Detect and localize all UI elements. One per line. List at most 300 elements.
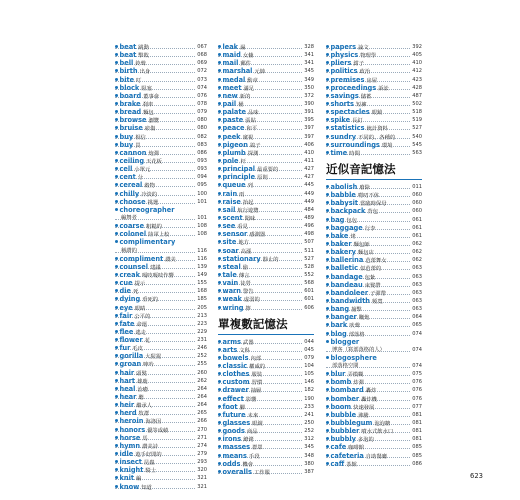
index-entry — [218, 255, 314, 263]
entry-word: plumb — [222, 148, 246, 157]
entry-word: leak — [222, 43, 239, 51]
index-entry — [326, 92, 422, 100]
entry-word: blur — [330, 370, 346, 379]
index-entry — [218, 149, 314, 157]
entry-page: 349 — [304, 76, 314, 83]
index-entry — [218, 263, 314, 271]
index-entry — [115, 312, 207, 320]
entry-meaning: 命運 — [136, 321, 148, 328]
entry-meaning: 部落格 — [348, 331, 365, 338]
index-entry — [326, 411, 422, 419]
entry-word: bark — [330, 321, 348, 330]
index-entry — [115, 108, 207, 116]
entry-page: 372 — [304, 92, 314, 99]
entry-meaning: 儲蓄 — [360, 93, 372, 100]
entry-page: 139 — [197, 263, 207, 270]
entry-word: board — [119, 91, 142, 100]
entry-word: irons — [222, 435, 242, 444]
entry-meaning: 房屋 — [366, 77, 378, 84]
entry-page: 062 — [412, 249, 422, 256]
index-entry — [326, 297, 422, 305]
entry-page: 350 — [304, 84, 314, 91]
entry-meaning: 似芭蕾的 — [359, 266, 382, 273]
entry-page: 252 — [304, 428, 314, 435]
entry-page: 074 — [412, 330, 422, 337]
entry-meaning: 張貼 — [245, 118, 256, 125]
entry-meaning: 束髮帶 — [364, 282, 381, 289]
entry-meaning: 新的 — [239, 93, 251, 100]
entry-word: overalls — [222, 467, 252, 476]
index-entry — [115, 190, 207, 198]
page-number: 623 — [470, 472, 483, 480]
entry-page: 264 — [197, 394, 207, 401]
index-entry — [218, 247, 314, 255]
entry-meaning: 背包 — [367, 209, 379, 216]
index-entry — [326, 207, 422, 215]
entry-meaning: 提示 — [134, 281, 146, 288]
entry-word: classic — [222, 362, 248, 371]
entry-page: 231 — [197, 337, 207, 344]
index-entry — [218, 92, 314, 100]
entry-word: spike — [330, 116, 351, 125]
entry-word: stationary — [222, 254, 261, 263]
entry-page: 061 — [412, 232, 422, 239]
entry-meaning: 相信 — [135, 134, 146, 141]
entry-word: buy — [119, 132, 134, 141]
entry-meaning: 當臨時保母 — [360, 201, 387, 208]
entry-meaning: 天花板 — [146, 158, 162, 165]
index-entry — [218, 468, 314, 476]
index-entry — [326, 224, 422, 232]
entry-word: abolish — [330, 182, 358, 191]
entry-page: 108 — [197, 231, 207, 238]
index-entry — [218, 181, 314, 189]
entry-page: 095 — [197, 182, 207, 189]
entry-word: balletic — [330, 264, 358, 273]
entry-meaning: 刹車 — [142, 101, 154, 108]
entry-word: herd — [119, 409, 137, 418]
index-entry — [326, 435, 422, 443]
entry-word: hear — [119, 393, 137, 402]
entry-meaning: 鐐銬 — [243, 437, 254, 444]
entry-page: 412 — [412, 68, 422, 75]
entry-meaning: 麵包師 — [353, 241, 370, 248]
entry-meaning: 列 — [247, 183, 253, 190]
index-entry — [218, 116, 314, 124]
index-entry — [326, 183, 422, 191]
entry-word: compliment — [119, 254, 164, 263]
entry-meaning: 徒勞 — [240, 281, 251, 288]
entry-page: 252 — [197, 353, 207, 360]
entry-meaning: 腳 — [239, 404, 245, 411]
entry-meaning: 未來 — [247, 412, 259, 419]
entry-meaning: 瘀傷 — [144, 126, 156, 133]
entry-page: 266 — [197, 418, 207, 425]
entry-meaning: 探測 — [247, 150, 259, 157]
entry-meaning: 抽屜 — [250, 388, 262, 395]
entry-word: bandeau — [330, 280, 363, 289]
index-entry — [115, 344, 207, 352]
index-entry — [115, 116, 207, 124]
entry-meaning: 服裝 — [251, 372, 263, 379]
entry-page: 511 — [304, 247, 314, 254]
entry-meaning: 靜止的 — [262, 256, 279, 263]
entry-word: bandoleer — [330, 288, 369, 297]
index-entry — [326, 43, 422, 51]
index-entry — [326, 346, 422, 354]
entry-page: 082 — [197, 133, 207, 140]
index-entry — [218, 304, 314, 312]
index-entry — [115, 426, 207, 434]
entry-page: 065 — [412, 322, 422, 329]
entry-word: mail — [222, 59, 239, 68]
entry-word: cue — [119, 279, 133, 288]
entry-word: bandage — [330, 272, 363, 281]
index-entry — [326, 248, 422, 256]
entry-page: 078 — [197, 100, 207, 107]
entry-meaning: 騎士 — [145, 468, 157, 475]
entry-page: 094 — [197, 174, 207, 181]
entry-meaning: 麵包 — [143, 110, 154, 117]
entry-meaning: 咖啡館 — [348, 445, 365, 452]
index-entry — [326, 149, 422, 157]
entry-meaning: 稱讚的 — [121, 247, 137, 254]
entry-page: 270 — [197, 426, 207, 433]
index-entry — [115, 230, 207, 238]
entry-meaning: 眼鏡 — [252, 421, 263, 428]
entry-page: 081 — [412, 436, 422, 443]
index-entry — [218, 452, 314, 460]
index-entry — [115, 385, 207, 393]
entry-page: 063 — [412, 306, 422, 313]
entry-meaning: 頻寬 — [372, 298, 383, 305]
entry-word: shorts — [330, 99, 354, 108]
entry-meaning: 弄模糊 — [347, 372, 364, 379]
entry-meaning: 感測器 — [249, 232, 266, 239]
index-entry — [115, 409, 207, 417]
entry-meaning: 海洛因 — [145, 419, 162, 426]
index-entry — [326, 443, 422, 451]
entry-word: baker — [330, 239, 352, 248]
index-entry — [326, 313, 422, 321]
entry-word: flee — [119, 327, 134, 336]
entry-word: marshal — [222, 67, 253, 76]
index-entry — [115, 304, 207, 312]
entry-meaning: 撞擊 — [351, 307, 362, 314]
entry-word: glasses — [222, 419, 251, 428]
index-entry — [218, 346, 314, 354]
entry-meaning: 航行遊覽 — [237, 207, 259, 214]
entry-meaning: 吠聲 — [349, 323, 360, 330]
entry-meaning: 手段 — [248, 453, 260, 460]
entry-page: 104 — [304, 363, 314, 370]
entry-page: 067 — [197, 44, 207, 50]
entry-meaning: 建議 — [149, 264, 161, 271]
entry-meaning: 虛弱的 — [243, 297, 260, 304]
entry-page: 093 — [197, 157, 207, 164]
index-entry — [218, 460, 314, 468]
index-entry — [326, 362, 422, 370]
entry-word: bubble — [330, 410, 357, 419]
entry-meaning: 統計資料 — [366, 126, 388, 133]
entry-word: backpack — [330, 207, 366, 216]
entry-word: vain — [222, 279, 239, 288]
entry-page: 606 — [304, 304, 314, 311]
index-entry — [218, 354, 314, 362]
entry-page: 081 — [412, 411, 422, 418]
index-column-2 — [218, 43, 314, 476]
entry-meaning: 阻塞 — [141, 85, 152, 92]
entry-meaning: 讚美詩 — [142, 443, 158, 450]
entry-meaning: 廢除 — [359, 184, 370, 191]
entry-word: pail — [222, 99, 237, 108]
index-entry — [115, 173, 207, 181]
index-entry — [326, 273, 422, 281]
entry-page: 341 — [304, 60, 314, 67]
entry-page: 045 — [304, 346, 314, 353]
index-entry — [115, 198, 207, 206]
entry-word: physics — [330, 51, 359, 60]
entry-meaning: 嘮叨不休 — [357, 193, 380, 200]
entry-meaning: 物理學 — [360, 53, 377, 60]
entry-page: 341 — [304, 52, 314, 59]
section-heading: 近似音記憶法 — [326, 161, 422, 177]
entry-meaning: 陸軍上校 — [148, 232, 170, 239]
entry-word: meet — [222, 83, 242, 92]
entry-word: know — [119, 482, 140, 491]
entry-meaning: 雄鹿 — [137, 378, 148, 385]
index-entry — [218, 295, 314, 303]
index-entry — [326, 460, 422, 468]
entry-page: 229 — [197, 328, 207, 335]
entry-meaning: 品味 — [248, 110, 259, 117]
index-entry — [218, 230, 314, 238]
entry-meaning: 行李 — [364, 225, 376, 232]
entry-meaning: 噴水式飲水口 — [361, 429, 394, 436]
index-entry — [115, 124, 207, 132]
index-entry — [218, 386, 314, 394]
entry-meaning: 雨 — [239, 191, 245, 198]
entry-page: 075 — [412, 371, 422, 378]
entry-page: 068 — [197, 52, 207, 59]
entry-meaning: 警告 — [243, 289, 254, 296]
entry-page: 168 — [197, 288, 207, 295]
entry-word: savings — [330, 91, 359, 100]
index-entry — [115, 165, 207, 173]
index-entry — [115, 450, 207, 458]
entry-meaning: 昆蟲 — [143, 460, 155, 467]
entry-page: 328 — [304, 44, 314, 50]
index-entry — [326, 59, 422, 67]
index-entry — [115, 483, 207, 491]
entry-word: foot — [222, 402, 238, 411]
entry-word: bakery — [330, 248, 356, 257]
entry-word: bag — [330, 215, 345, 224]
entry-page: 395 — [304, 117, 314, 124]
entry-page: 552 — [304, 271, 314, 278]
entry-meaning: 穀物 — [144, 183, 155, 190]
index-entry — [115, 352, 207, 360]
entry-meaning: 快速發展 — [353, 404, 375, 411]
entry-page: 410 — [304, 149, 314, 156]
entry-page: 321 — [197, 475, 207, 482]
entry-page: 085 — [412, 452, 422, 459]
index-entry — [326, 232, 422, 240]
entry-meaning: 博客（寫部落格的人） — [332, 346, 385, 353]
index-entry — [326, 386, 422, 394]
entry-meaning: 漏 — [240, 45, 246, 51]
entry-meaning: 冷淡的 — [141, 191, 158, 198]
entry-word: maid — [222, 51, 241, 60]
index-entry — [326, 67, 422, 75]
entry-page: 116 — [197, 255, 207, 262]
entry-word: cafe — [330, 443, 347, 452]
entry-page: 085 — [412, 444, 422, 451]
index-entry — [115, 141, 207, 149]
entry-page: 264 — [197, 385, 207, 392]
entry-page: 397 — [304, 125, 314, 132]
entry-word: beat — [119, 51, 137, 60]
entry-page: 149 — [197, 271, 207, 278]
entry-word: drawer — [222, 386, 249, 395]
entry-meaning: 習慣 — [251, 380, 263, 387]
entry-word: scent — [222, 213, 243, 222]
entry-page: 044 — [304, 338, 314, 345]
entry-page: 061 — [412, 224, 422, 231]
entry-meaning: 聽 — [138, 395, 144, 402]
entry-page: 391 — [304, 109, 314, 116]
index-entry — [218, 287, 314, 295]
entry-page: 507 — [304, 239, 314, 246]
entry-page: 563 — [412, 149, 422, 156]
entry-page: 081 — [412, 428, 422, 435]
entry-page: 411 — [304, 157, 314, 164]
entry-page: 116 — [197, 247, 207, 254]
entry-page: 076 — [197, 92, 207, 99]
entry-word: premises — [330, 75, 365, 84]
entry-word: fair — [119, 311, 133, 320]
entry-word: bell — [119, 59, 134, 68]
index-entry — [218, 279, 314, 287]
index-entry — [218, 427, 314, 435]
index-entry — [115, 474, 207, 482]
entry-word: groan — [119, 360, 142, 369]
entry-page: 380 — [304, 460, 314, 467]
index-entry — [218, 51, 314, 59]
entry-meaning: 擰 — [245, 305, 251, 312]
entry-meaning: 不同的、各種的 — [358, 134, 396, 141]
entry-word: proceedings — [330, 83, 377, 92]
entry-meaning: 瀏覽 — [148, 118, 160, 125]
entry-word: dying — [119, 295, 141, 304]
entry-page: 063 — [412, 297, 422, 304]
index-entry — [326, 116, 422, 124]
entry-page: 213 — [197, 312, 207, 319]
index-entry — [326, 321, 422, 329]
index-entry — [115, 417, 207, 425]
entry-page: 069 — [197, 60, 207, 67]
index-entry — [115, 377, 207, 385]
index-entry — [218, 206, 314, 214]
entry-page: 072 — [197, 68, 207, 75]
index-entry — [115, 336, 207, 344]
index-entry — [115, 51, 207, 59]
entry-word: choose — [119, 197, 146, 206]
entry-meaning: 芭蕾舞女 — [365, 258, 387, 265]
entry-meaning: 高漲 — [240, 248, 252, 255]
entry-word: heroin — [119, 417, 144, 426]
index-entry — [115, 442, 207, 450]
entry-word: statistics — [330, 124, 365, 133]
index-entry — [218, 84, 314, 92]
index-entry — [218, 124, 314, 132]
entry-meaning: 郵件 — [240, 61, 251, 68]
index-entry — [218, 100, 314, 108]
entry-word: babble — [330, 191, 356, 200]
index-entry — [115, 84, 207, 92]
index-entry — [326, 100, 422, 108]
entry-word: hymn — [119, 441, 141, 450]
index-entry — [218, 157, 314, 165]
entry-meaning: 包包 — [346, 217, 357, 224]
index-entry — [115, 458, 207, 466]
entry-page: 246 — [197, 345, 207, 352]
entry-meaning: 武器 — [243, 339, 254, 346]
entry-word: brake — [119, 99, 141, 108]
entry-word: effect — [222, 394, 244, 403]
entry-page: 406 — [304, 141, 314, 148]
entry-page: 011 — [412, 183, 422, 190]
entry-page: 545 — [412, 141, 422, 148]
entry-meaning: 遊手好閒的 — [135, 452, 162, 459]
index-entry — [326, 370, 422, 378]
index-entry — [326, 305, 422, 313]
entry-page: 265 — [197, 410, 207, 417]
entry-meaning: 炸彈 — [353, 380, 364, 387]
entry-word: beat — [119, 43, 137, 51]
entry-meaning: 小單元 — [134, 167, 151, 174]
entry-page: 489 — [304, 214, 314, 221]
entry-meaning: 女傭 — [242, 53, 254, 60]
entry-meaning: 轟炸 — [365, 388, 377, 395]
entry-word: ceiling — [119, 156, 145, 165]
entry-word: new — [222, 91, 238, 100]
entry-word: caff — [330, 459, 345, 468]
entry-page: 190 — [304, 395, 314, 402]
index-entry — [115, 369, 207, 377]
index-entry — [115, 263, 207, 271]
entry-page: 062 — [412, 240, 422, 247]
entry-page: 568 — [304, 280, 314, 287]
entry-meaning: 政治 — [359, 69, 371, 76]
entry-word: cent — [119, 173, 136, 182]
entry-word: banger — [330, 313, 357, 322]
index-entry — [218, 378, 314, 386]
entry-word: time — [330, 148, 348, 157]
entry-word: bandwidth — [330, 296, 371, 305]
entry-word: see — [222, 222, 236, 231]
index-entry — [326, 51, 422, 59]
index-entry — [115, 157, 207, 165]
entry-word: insect — [119, 458, 142, 467]
entry-meaning: 桶 — [238, 101, 244, 108]
entry-word: block — [119, 83, 140, 92]
entry-meaning: 垂死的 — [142, 297, 159, 304]
entry-word: bake — [330, 231, 349, 240]
entry-meaning: 滿足 — [243, 85, 255, 92]
entry-page: 077 — [412, 403, 422, 410]
entry-word: sensor — [222, 230, 248, 239]
